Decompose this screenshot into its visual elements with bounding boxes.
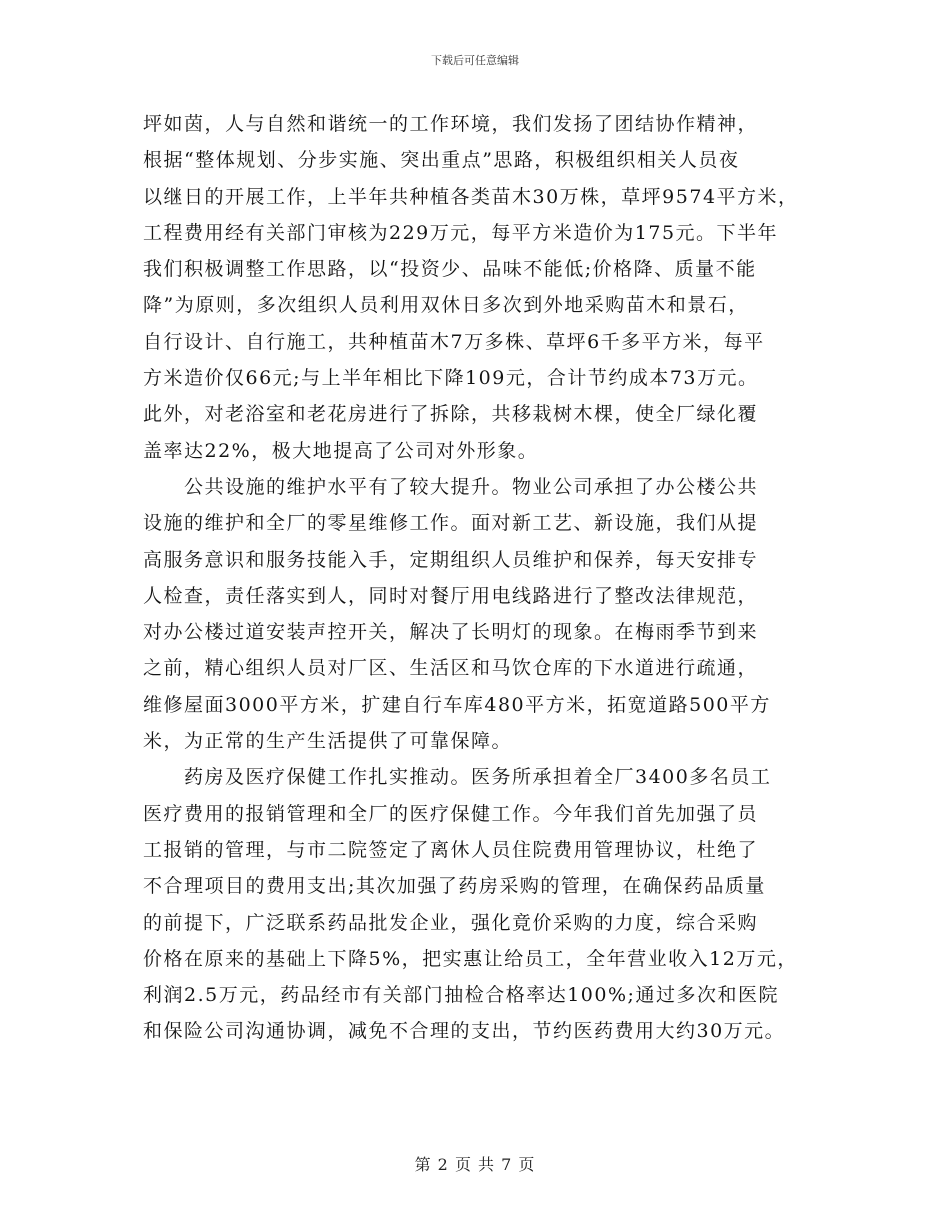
text-line: 坪如茵，人与自然和谐统一的工作环境，我们发扬了团结协作精神， (143, 113, 759, 135)
text-line: 根据“整体规划、分步实施、突出重点”思路，积极组织相关人员夜 (143, 149, 740, 172)
text-line: 利润2.5万元，药品经市有关部门抽检合格率达100%;通过多次和医院 (143, 984, 779, 1007)
text-line: 此外，对老浴室和老花房进行了拆除，共移栽树木棵，使全厂绿化覆 (143, 403, 759, 426)
text-line: 维修屋面3000平方米，扩建自行车库480平方米，拓宽道路500平方 (143, 693, 771, 716)
text-line: 工报销的管理，与市二院签定了离休人员住院费用管理协议，杜绝了 (143, 838, 759, 861)
text-line: 之前，精心组织人员对厂区、生活区和马饮仓库的下水道进行疏通， (143, 657, 759, 680)
text-line: 我们积极调整工作思路，以“投资少、品味不能低;价格降、质量不能 (143, 258, 757, 281)
text-line: 的前提下，广泛联系药品批发企业，强化竟价采购的力度，综合采购 (143, 911, 759, 934)
text-line: 公共设施的维护水平有了较大提升。物业公司承担了办公楼公共 (143, 475, 759, 498)
text-line: 米，为正常的生产生活提供了可靠保障。 (143, 730, 513, 753)
text-line: 价格在原来的基础上下降5%，把实惠让给员工，全年营业收入12万元， (143, 947, 798, 970)
text-line: 人检查，责任落实到人，同时对餐厅用电线路进行了整改法律规范， (143, 584, 759, 607)
text-line: 方米造价仅66元;与上半年相比下降109元，合计节约成本73万元。 (143, 367, 759, 390)
text-line: 自行设计、自行施工，共种植苗木7万多株、草坪6千多平方米，每平 (143, 330, 765, 353)
text-line: 和保险公司沟通协调，减免不合理的支出，节约医药费用大约30万元。 (143, 1020, 786, 1043)
text-line: 盖率达22%，极大地提高了公司对外形象。 (143, 439, 539, 462)
text-line: 药房及医疗保健工作扎实推动。医务所承担着全厂3400多名员工 (143, 766, 772, 789)
text-line: 不合理项目的费用支出;其次加强了药房采购的管理，在确保药品质量 (143, 875, 766, 898)
document-body (143, 106, 833, 1050)
text-line: 设施的维护和全厂的零星维修工作。面对新工艺、新设施，我们从提 (143, 512, 759, 535)
text-line: 高服务意识和服务技能入手，定期组织人员维护和保养，每天安排专 (143, 548, 759, 571)
text-line: 降”为原则，多次组织人员利用双休日多次到外地采购苗木和景石， (143, 294, 749, 317)
page-header: 下载后可任意编辑 (431, 54, 519, 67)
text-line: 工程费用经有关部门审核为229万元，每平方米造价为175元。下半年 (143, 221, 779, 244)
text-line: 对办公楼过道安装声控开关，解决了长明灯的现象。在梅雨季节到来 (143, 621, 759, 644)
text-line: 医疗费用的报销管理和全厂的医疗保健工作。今年我们首先加强了员 (143, 802, 759, 825)
page-footer: 第 2 页 共 7 页 (414, 1155, 536, 1174)
text-line: 以继日的开展工作，上半年共种植各类苗木30万株，草坪9574平方米， (143, 185, 799, 208)
